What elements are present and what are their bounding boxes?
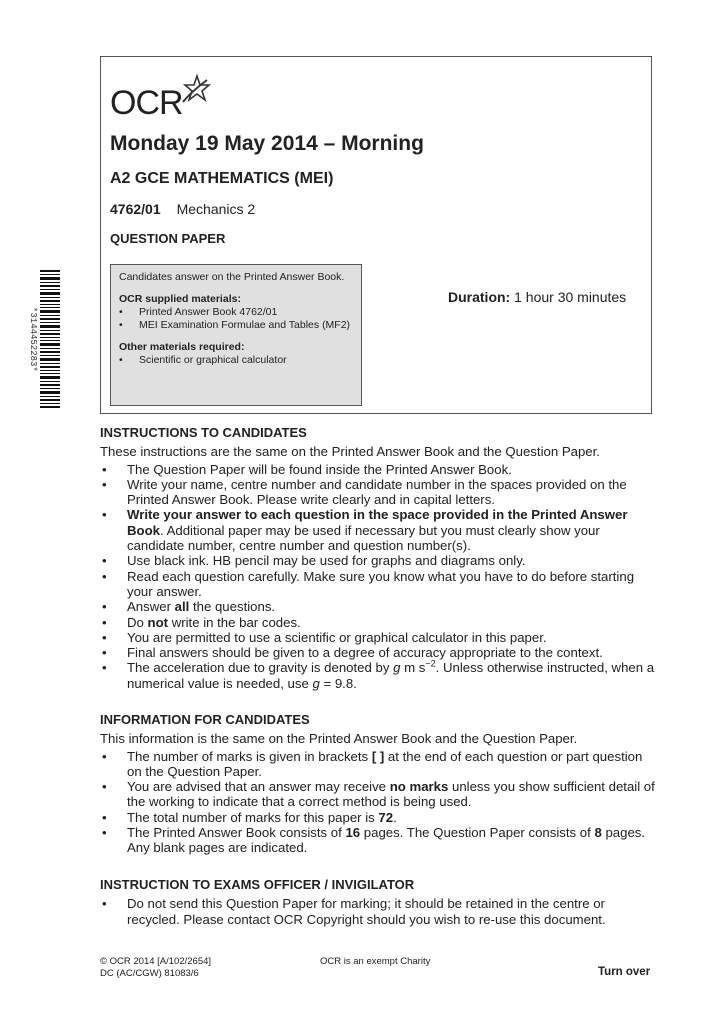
supplied-item: • Printed Answer Book 4762/01	[119, 306, 353, 319]
instructions-section	[100, 425, 660, 691]
ocr-logo	[110, 70, 211, 120]
officer-item: • Do not send this Question Paper for marking; it should be retained in the centre or recycled. Please contact OCR Copyright should you wish to re-use this document.	[100, 896, 660, 927]
information-item: • The Printed Answer Book consists of 16 pages. The Question Paper consists of 8 pages. Any blank pages are indicated.	[100, 825, 660, 856]
instruction-item: • Use black ink. HB pencil may be used for graphs and diagrams only.	[100, 553, 660, 568]
paper-code: 4762/01	[110, 201, 161, 217]
officer-section	[100, 877, 660, 927]
instruction-item: • Do not write in the bar codes.	[100, 615, 660, 630]
duration	[448, 289, 626, 305]
instructions-intro: These instructions are the same on the Printed Answer Book and the Question Paper.	[100, 444, 600, 460]
instruction-item: • Answer all the questions.	[100, 599, 660, 614]
copyright: © OCR 2014 [A/102/2654]	[100, 956, 212, 967]
dc-code: DC (AC/CGW) 81083/6	[100, 968, 199, 979]
unit-name: Mechanics 2	[176, 201, 256, 217]
charity-note: OCR is an exempt Charity	[320, 956, 431, 967]
instruction-item: • Write your answer to each question in the space provided in the Printed Answer Book. Additional paper may be used if necessary but you must clearly show your candidate number, centre number and question number(s).	[100, 507, 660, 553]
information-item: • The number of marks is given in brackets [ ] at the end of each question or part question on the Question Paper.	[100, 749, 660, 780]
footer-left	[100, 956, 211, 980]
paper-type: QUESTION PAPER	[110, 231, 226, 246]
instruction-item: • Final answers should be given to a degree of accuracy appropriate to the context.	[100, 645, 660, 660]
supplied-materials-heading: OCR supplied materials:	[119, 293, 241, 305]
instruction-item: • Read each question carefully. Make sure you know what you have to do before starting your answer.	[100, 569, 660, 600]
barcode-number: *3144452283*	[28, 306, 38, 372]
instruction-item: • The acceleration due to gravity is denoted by g m $s^{-2}$. Unless otherwise instructed, when a numerical value is needed, use g = 9.8.	[100, 660, 660, 691]
paper-code-line	[110, 201, 255, 217]
information-heading: INFORMATION FOR CANDIDATES	[100, 712, 310, 727]
instruction-item: • You are permitted to use a scientific or graphical calculator in this paper.	[100, 630, 660, 645]
logo-text: OCR	[110, 84, 183, 122]
information-item: • The total number of marks for this paper is 72.	[100, 810, 660, 825]
supplied-item: • MEI Examination Formulae and Tables (MF2)	[119, 319, 353, 332]
instruction-item: • The Question Paper will be found inside the Printed Answer Book.	[100, 462, 660, 477]
other-materials-heading: Other materials required:	[119, 341, 245, 353]
information-section	[100, 712, 660, 856]
instruction-item: • Write your name, centre number and candidate number in the spaces provided on the Printed Answer Book. Please write clearly and in capital letters.	[100, 477, 660, 508]
star-swoosh-icon	[181, 72, 211, 114]
barcode	[40, 270, 60, 408]
exam-subject: A2 GCE MATHEMATICS (MEI)	[110, 170, 334, 187]
duration-value: 1 hour 30 minutes	[514, 289, 627, 305]
information-intro: This information is the same on the Printed Answer Book and the Question Paper.	[100, 731, 578, 747]
materials-box	[110, 264, 362, 406]
officer-heading: INSTRUCTION TO EXAMS OFFICER / INVIGILATOR	[100, 877, 415, 892]
instructions-heading: INSTRUCTIONS TO CANDIDATES	[100, 425, 307, 440]
information-item: • You are advised that an answer may receive no marks unless you show sufficient detail of the working to indicate that a correct method is being used.	[100, 779, 660, 810]
duration-label: Duration:	[448, 289, 511, 305]
turn-over: Turn over	[598, 966, 651, 978]
other-item: • Scientific or graphical calculator	[119, 354, 353, 367]
materials-note: Candidates answer on the Printed Answer Book.	[119, 271, 345, 283]
exam-date: Monday 19 May 2014 – Morning	[110, 132, 424, 155]
